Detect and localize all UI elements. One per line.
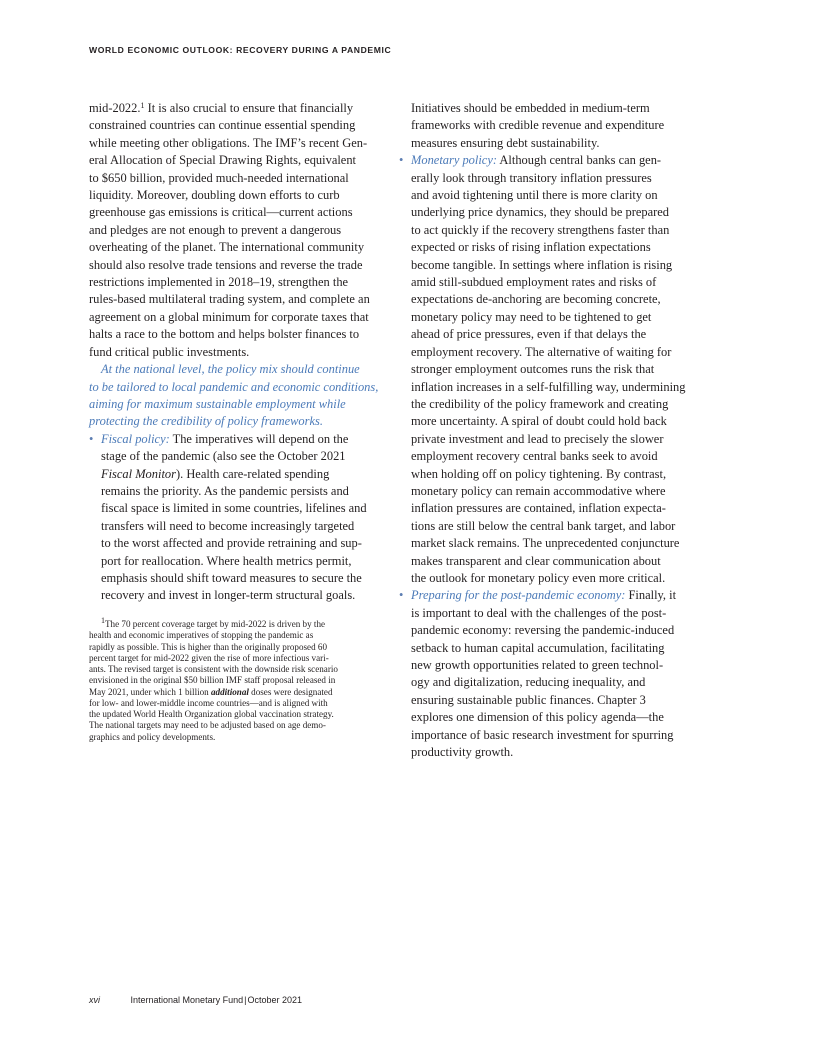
text-line: Preparing for the post-pandemic economy: Finally, it bbox=[411, 588, 677, 603]
text-line: importance of basic research investment for spurring bbox=[411, 727, 674, 742]
fiscal-policy-bullet bbox=[89, 431, 379, 605]
text-line: and pledges are not enough to prevent a dangerous bbox=[89, 222, 342, 237]
bullet-icon: • bbox=[399, 588, 404, 603]
text-line: to act quickly if the recovery strengthens faster than bbox=[411, 222, 670, 237]
footnote-line: the updated World Health Organization global vaccination strategy. bbox=[89, 709, 334, 719]
text-line: transfers will need to become increasingly targeted bbox=[101, 518, 355, 533]
text-line: emphasis should shift toward measures to secure the bbox=[101, 570, 362, 585]
text-line: employment recovery. The alternative of waiting for bbox=[411, 344, 672, 359]
footnote-line: for low- and lower-middle income countries—and is aligned with bbox=[89, 697, 328, 708]
text-line: measures ensuring debt sustainability. bbox=[411, 135, 600, 150]
text-line: explores one dimension of this policy agenda—the bbox=[411, 710, 664, 725]
bullet-label: Fiscal policy: bbox=[101, 431, 170, 446]
text-line: rules-based multilateral trading system, and complete an bbox=[89, 292, 370, 307]
text-line: frameworks with credible revenue and expenditure bbox=[411, 118, 665, 133]
text-line: expected or risks of rising inflation expectations bbox=[411, 240, 651, 255]
footnote-ref[interactable]: 1 bbox=[140, 101, 145, 110]
text-line: productivity growth. bbox=[411, 745, 514, 760]
text-line: monetary policy may need to be tightened to get bbox=[411, 309, 652, 324]
bullet-label: Preparing for the post-pandemic economy: bbox=[411, 588, 626, 603]
footnote-line: rapidly as possible. This is higher than the originally proposed 60 bbox=[89, 641, 328, 652]
text-line: Initiatives should be embedded in medium-term bbox=[411, 101, 650, 115]
text-line: fund critical public investments. bbox=[89, 344, 250, 359]
publisher-name: International Monetary Fund bbox=[130, 995, 244, 1005]
footnote-line: graphics and policy developments. bbox=[89, 731, 216, 742]
emphasis: additional bbox=[211, 686, 249, 697]
text-line: expectations de-anchoring are becoming concrete, bbox=[411, 292, 661, 307]
text-line: Fiscal policy: The imperatives will depend on the bbox=[101, 431, 349, 446]
text-line: stronger employment outcomes runs the risk that bbox=[411, 362, 655, 377]
text-line: ahead of price pressures, even if that delays the bbox=[411, 327, 647, 342]
text-line: to the worst affected and provide retraining and sup- bbox=[101, 536, 362, 551]
intro-continuation bbox=[399, 100, 691, 152]
text-line: fiscal space is limited in some countries, lifelines and bbox=[101, 501, 367, 516]
page-number: xvi bbox=[89, 995, 100, 1005]
text-line: greenhouse gas emissions is critical—current actions bbox=[89, 205, 353, 220]
text-line: eral Allocation of Special Drawing Rights, equivalent bbox=[89, 153, 356, 168]
text-line: market slack remains. The unprecedented conjuncture bbox=[411, 536, 680, 551]
text-line: new growth opportunities related to green technol- bbox=[411, 658, 664, 672]
monetary-policy-bullet bbox=[399, 152, 691, 587]
text-line: stage of the pandemic (also see the October 2021 bbox=[101, 449, 346, 464]
text-line: makes transparent and clear communication about bbox=[411, 553, 661, 568]
text-line: recovery and invest in longer-term structural goals. bbox=[101, 588, 356, 603]
text-line: constrained countries can continue essential spending bbox=[89, 118, 356, 133]
running-head: WORLD ECONOMIC OUTLOOK: RECOVERY DURING A PANDEMIC bbox=[89, 45, 392, 55]
body-paragraph bbox=[89, 100, 379, 361]
text-line: overheating of the planet. The international community bbox=[89, 240, 365, 255]
text-line: restrictions implemented in 2018–19, strengthen the bbox=[89, 275, 349, 290]
text-line: employment recovery central banks seek to avoid bbox=[411, 449, 658, 464]
text-line: monetary policy can remain accommodative where bbox=[411, 483, 666, 498]
publication-title: Fiscal Monitor bbox=[101, 466, 176, 481]
footnote-line: $^1$The 70 percent coverage target by mid-2022 is driven by the bbox=[101, 616, 326, 629]
left-column bbox=[89, 100, 379, 605]
right-column bbox=[399, 100, 691, 761]
text-line: should also resolve trade tensions and reverse the trade bbox=[89, 257, 363, 272]
text-line: mid-2022.$^1$ It is also crucial to ensure that financially bbox=[89, 101, 354, 115]
text-line: halts a race to the bottom and helps bolster finances to bbox=[89, 327, 360, 342]
text-line: Fiscal Monitor). Health care-related spending bbox=[101, 466, 330, 481]
text-line: erally look through transitory inflation pressures bbox=[411, 170, 652, 185]
footnote-number: 1 bbox=[101, 616, 105, 625]
text-line: aiming for maximum sustainable employment while bbox=[89, 396, 346, 411]
text-line: the outlook for monetary policy even more critical. bbox=[411, 570, 666, 585]
text-line: protecting the credibility of policy frameworks. bbox=[89, 414, 323, 429]
text-line: At the national level, the policy mix should continue bbox=[101, 362, 360, 377]
text-line: ensuring sustainable public finances. Chapter 3 bbox=[411, 692, 646, 707]
footnote-line: percent target for mid-2022 given the rise of more infectious vari- bbox=[89, 652, 329, 663]
text-line: the credibility of the policy framework and creating bbox=[411, 396, 669, 411]
footer-separator: | bbox=[244, 995, 247, 1005]
text-line: agreement on a global minimum for corporate taxes that bbox=[89, 309, 369, 324]
text-line: to be tailored to local pandemic and economic conditions, bbox=[89, 379, 379, 394]
text-line: liquidity. Moreover, doubling down efforts to curb bbox=[89, 188, 340, 203]
text-line: become tangible. In settings where inflation is rising bbox=[411, 257, 673, 272]
bullet-icon: • bbox=[89, 431, 94, 446]
text-line: Monetary policy: Although central banks can gen- bbox=[411, 153, 662, 168]
publication-date: October 2021 bbox=[247, 995, 302, 1005]
text-line: more uncertainty. A spiral of doubt could hold back bbox=[411, 414, 667, 429]
text-line: when holding off on policy tightening. By contrast, bbox=[411, 466, 667, 481]
text-line: inflation pressures are contained, inflation expecta- bbox=[411, 501, 666, 516]
bullet-label: Monetary policy: bbox=[411, 153, 497, 168]
text-line: underlying price dynamics, they should be prepared bbox=[411, 205, 669, 220]
text-line: to $650 billion, provided much-needed international bbox=[89, 170, 349, 185]
footnote-line: health and economic imperatives of stopping the pandemic as bbox=[89, 630, 314, 641]
footnote-line: ants. The revised target is consistent with the downside risk scenario bbox=[89, 664, 338, 674]
footnote bbox=[89, 616, 379, 743]
highlight-paragraph bbox=[89, 361, 379, 431]
page-footer bbox=[89, 995, 302, 1005]
text-line: is important to deal with the challenges of the post- bbox=[411, 605, 667, 620]
footnote-line: May 2021, under which 1 billion additional doses were designated bbox=[89, 686, 333, 697]
text-line: while meeting other obligations. The IMF’s recent Gen- bbox=[89, 135, 368, 150]
text-line: and avoid tightening until there is more clarity on bbox=[411, 188, 658, 203]
text-line: ogy and digitalization, reducing inequality, and bbox=[411, 675, 646, 690]
footnote-line: The national targets may need to be adjusted based on age demo- bbox=[89, 720, 326, 731]
text-line: pandemic economy: reversing the pandemic-induced bbox=[411, 623, 675, 638]
text-line: inflation increases in a self-fulfilling way, undermining bbox=[411, 379, 686, 394]
post-pandemic-bullet bbox=[399, 587, 691, 761]
text-line: port for reallocation. Where health metrics permit, bbox=[101, 553, 352, 568]
text-line: tions are still below the central bank target, and labor bbox=[411, 518, 676, 533]
text-line: amid still-subdued employment rates and risks of bbox=[411, 275, 657, 290]
text-line: setback to human capital accumulation, facilitating bbox=[411, 640, 665, 655]
bullet-icon: • bbox=[399, 153, 404, 168]
footnote-line: envisioned in the original $50 billion IMF staff proposal released in bbox=[89, 675, 336, 686]
text-line: private investment and lead to precisely the slower bbox=[411, 431, 664, 446]
text-line: remains the priority. As the pandemic persists and bbox=[101, 483, 349, 498]
